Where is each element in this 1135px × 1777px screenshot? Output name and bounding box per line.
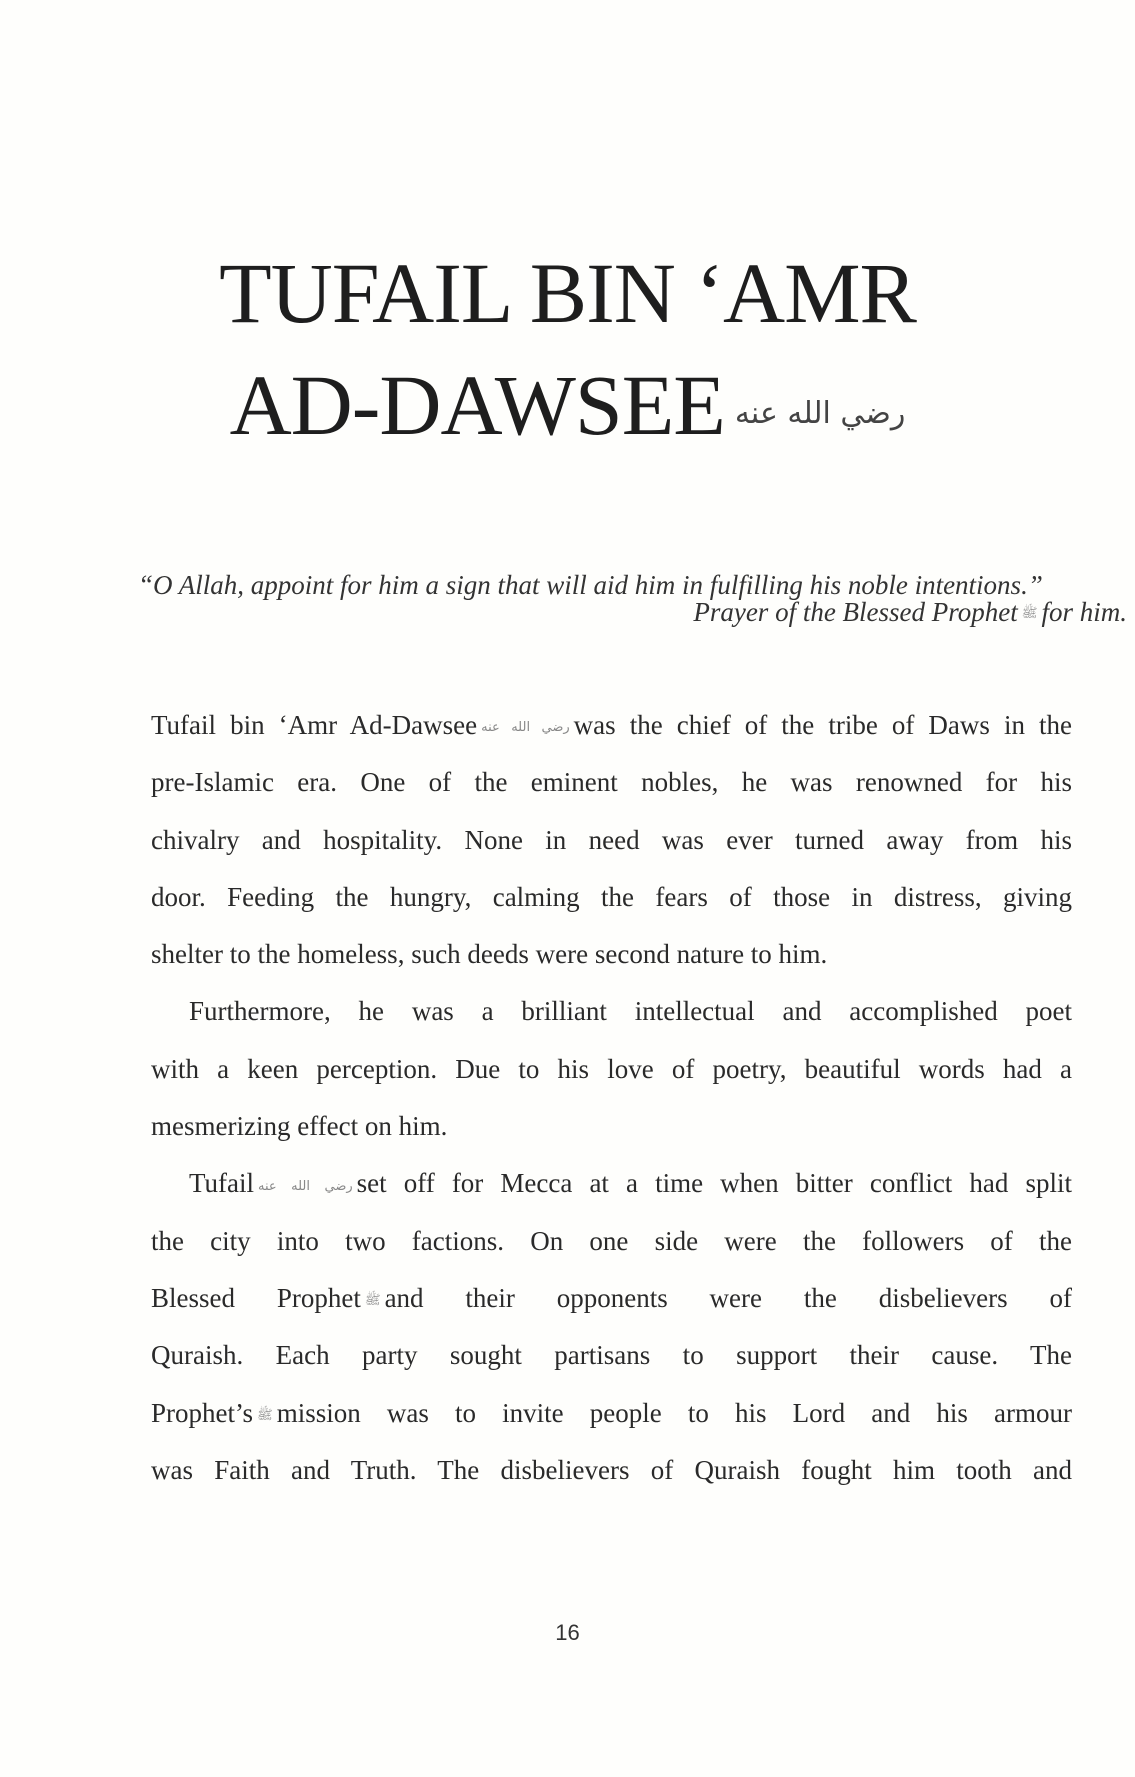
- body-line: Furthermore, he was a brilliant intellectual and accomplished poet: [189, 996, 1072, 1027]
- honorific-icon: رضي الله عنه: [734, 396, 906, 432]
- body-line: mesmerizing effect on him.: [151, 1111, 448, 1142]
- body-line: pre-Islamic era. One of the eminent nobles, he was renowned for his: [151, 767, 1072, 798]
- attribution-text-end: for him.: [1041, 597, 1127, 627]
- body-line: Quraish. Each party sought partisans to support their cause. The: [151, 1340, 1072, 1371]
- body-text: [151, 697, 1072, 1499]
- body-line: was Faith and Truth. The disbelievers of Quraish fought him tooth and: [151, 1454, 1072, 1485]
- body-line: shelter to the homeless, such deeds were second nature to him.: [151, 939, 828, 970]
- body-line: Prophet’s ﷺ mission was to invite people to his Lord and his armour: [151, 1397, 1072, 1428]
- honorific-icon: ﷺ: [364, 1293, 381, 1309]
- body-line: chivalry and hospitality. None in need was ever turned away from his: [151, 824, 1072, 855]
- honorific-icon: ﷺ: [257, 1407, 273, 1423]
- chapter-title-name: AD-DAWSEE: [229, 357, 725, 453]
- attribution-text: Prayer of the Blessed Prophet: [693, 597, 1018, 627]
- body-line: Blessed Prophet ﷺ and their opponents were the disbelievers of: [151, 1282, 1072, 1313]
- chapter-title-line-1: TUFAIL BIN ‘AMR: [219, 245, 916, 341]
- body-line: with a keen perception. Due to his love of poetry, beautiful words had a: [151, 1053, 1072, 1084]
- honorific-icon: رضي الله عنه: [258, 1178, 353, 1194]
- body-line: Tufail bin ‘Amr Ad-Dawsee رضي الله عنه was the chief of the tribe of Daws in the: [151, 710, 1072, 740]
- body-line: door. Feeding the hungry, calming the fears of those in distress, giving: [151, 881, 1072, 912]
- honorific-icon: رضي الله عنه: [481, 720, 570, 736]
- epigraph-attribution: [693, 597, 1127, 628]
- chapter-title-line-2: [0, 357, 1135, 453]
- body-line: the city into two factions. On one side were the followers of the: [151, 1225, 1072, 1256]
- epigraph-quote: “O Allah, appoint for him a sign that will aid him in fulfilling his noble intentions.”: [138, 570, 1043, 600]
- body-line: Tufail رضي الله عنه set off for Mecca at a time when bitter conflict had split: [189, 1168, 1072, 1199]
- page-number: 16: [555, 1620, 580, 1645]
- honorific-icon: ﷺ: [1021, 606, 1038, 622]
